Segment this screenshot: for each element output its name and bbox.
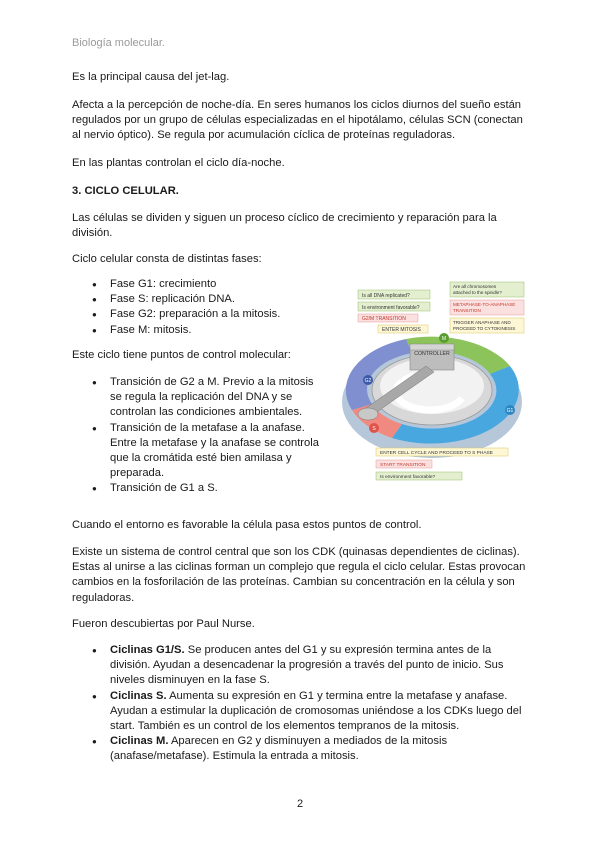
label-env-favorable-g2: Is environment favorable? bbox=[362, 305, 420, 311]
checkpoints-list bbox=[90, 375, 326, 497]
phase-m-badge: M bbox=[441, 336, 447, 342]
label-chromosomes-attached: Are all chromosomes attached to the spindle? bbox=[453, 284, 502, 295]
label-metaphase-anaphase: METAPHASE-TO-ANAPHASE TRANSITION bbox=[453, 302, 516, 313]
paragraph-checkpoints-intro: Este ciclo tiene puntos de control molecular: bbox=[72, 349, 291, 361]
label-trigger-anaphase: TRIGGER ANAPHASE AND PROCEED TO CYTOKINESIS bbox=[453, 320, 516, 331]
phase-s-badge: S bbox=[372, 426, 376, 432]
paragraph-plants: En las plantas controlan el ciclo día-noche. bbox=[72, 157, 285, 169]
list-item bbox=[90, 689, 528, 735]
list-item: ● Fase M: mitosis. bbox=[90, 323, 320, 338]
list-item: ● Fase G1: crecimiento bbox=[90, 277, 320, 292]
paragraph-sleep-cycle: Afecta a la percepción de noche-día. En seres humanos los ciclos diurnos del sueño están regulados por un grupo de células especializadas en el hipotálamo, células SCN (conectan al nervio óptico). Se regula por acumulación cíclica de proteínas reguladoras. bbox=[72, 99, 523, 142]
list-item: ● Fase G2: preparación a la mitosis. bbox=[90, 307, 320, 322]
label-enter-mitosis: ENTER MITOSIS bbox=[382, 327, 421, 333]
cyclin-term: Ciclinas S. bbox=[110, 689, 167, 702]
cell-cycle-figure bbox=[334, 280, 530, 486]
cyclins-list bbox=[90, 643, 528, 765]
label-g2m-transition: G2/M TRANSITION bbox=[362, 316, 406, 322]
cyclin-description: Aparecen en G2 y disminuyen a mediados de la mitosis (anafase/metafase). Estimula la entrada a mitosis. bbox=[110, 735, 448, 763]
list-item: ● Fase S: replicación DNA. bbox=[90, 292, 320, 307]
paragraph-cdk: Existe un sistema de control central que son los CDK (quinasas dependientes de ciclinas). Estas al unirse a las ciclinas forman un complejo que regula el ciclo celular. Estas provocan cambios en la fosforilación de las proteínas. Cambian su concentración en la célula y son reguladoras. bbox=[72, 546, 526, 604]
label-start-transition: START TRANSITION bbox=[380, 463, 426, 468]
page-header: Biología molecular. bbox=[72, 37, 165, 49]
phase-g2-badge: G2 bbox=[364, 378, 372, 384]
cyclin-term: Ciclinas G1/S. bbox=[110, 644, 185, 656]
paragraph-paul-nurse: Fueron descubiertas por Paul Nurse. bbox=[72, 618, 255, 630]
list-item: ● Transición de G1 a S. bbox=[90, 481, 326, 496]
phase-g1-badge: G1 bbox=[506, 408, 514, 414]
label-env-favorable-g1: Is environment favorable? bbox=[380, 475, 436, 480]
list-item: ● Transición de la metafase a la anafase. Entre la metafase y la anafase se controla que la cromátida esté bien amilasa y preparada. bbox=[90, 421, 326, 482]
phases-list bbox=[90, 277, 320, 338]
paragraph-phases-intro: Ciclo celular consta de distintas fases: bbox=[72, 253, 262, 265]
label-dna-replicated: Is all DNA replicated? bbox=[362, 293, 410, 299]
paragraph-favorable-env: Cuando el entorno es favorable la célula pasa estos puntos de control. bbox=[72, 519, 422, 531]
section-heading: 3. CICLO CELULAR. bbox=[72, 185, 179, 197]
list-item: ● Transición de G2 a M. Previo a la mitosis se regula la replicación del DNA y se controlan las condiciones ambientales. bbox=[90, 375, 326, 421]
list-item bbox=[90, 643, 528, 689]
paragraph-cell-division: Las células se dividen y siguen un proceso cíclico de crecimiento y reparación para la división. bbox=[72, 212, 497, 240]
label-enter-cell-cycle: ENTER CELL CYCLE AND PROCEED TO S PHASE bbox=[380, 451, 493, 456]
cyclin-term: Ciclinas M. bbox=[110, 735, 169, 748]
controller-label: CONTROLLER bbox=[414, 351, 450, 357]
paragraph-jetlag: Es la principal causa del jet-lag. bbox=[72, 71, 230, 83]
cyclin-description: Aumenta su expresión en G1 y termina entre la metafase y anafase. Ayudan a estimular la duplicación de cromosomas uniéndose a los CDKs luego del start. También es un control de los elementos tempranos de la mitosis. bbox=[110, 689, 522, 733]
cyclin-description: Se producen antes del G1 y su expresión termina antes de la división. Ayudan a desencadenar la progresión a través del punto de inicio. Sus niveles disminuyen en la fase S. bbox=[110, 644, 504, 687]
list-item bbox=[90, 734, 528, 764]
page-number: 2 bbox=[296, 798, 304, 810]
